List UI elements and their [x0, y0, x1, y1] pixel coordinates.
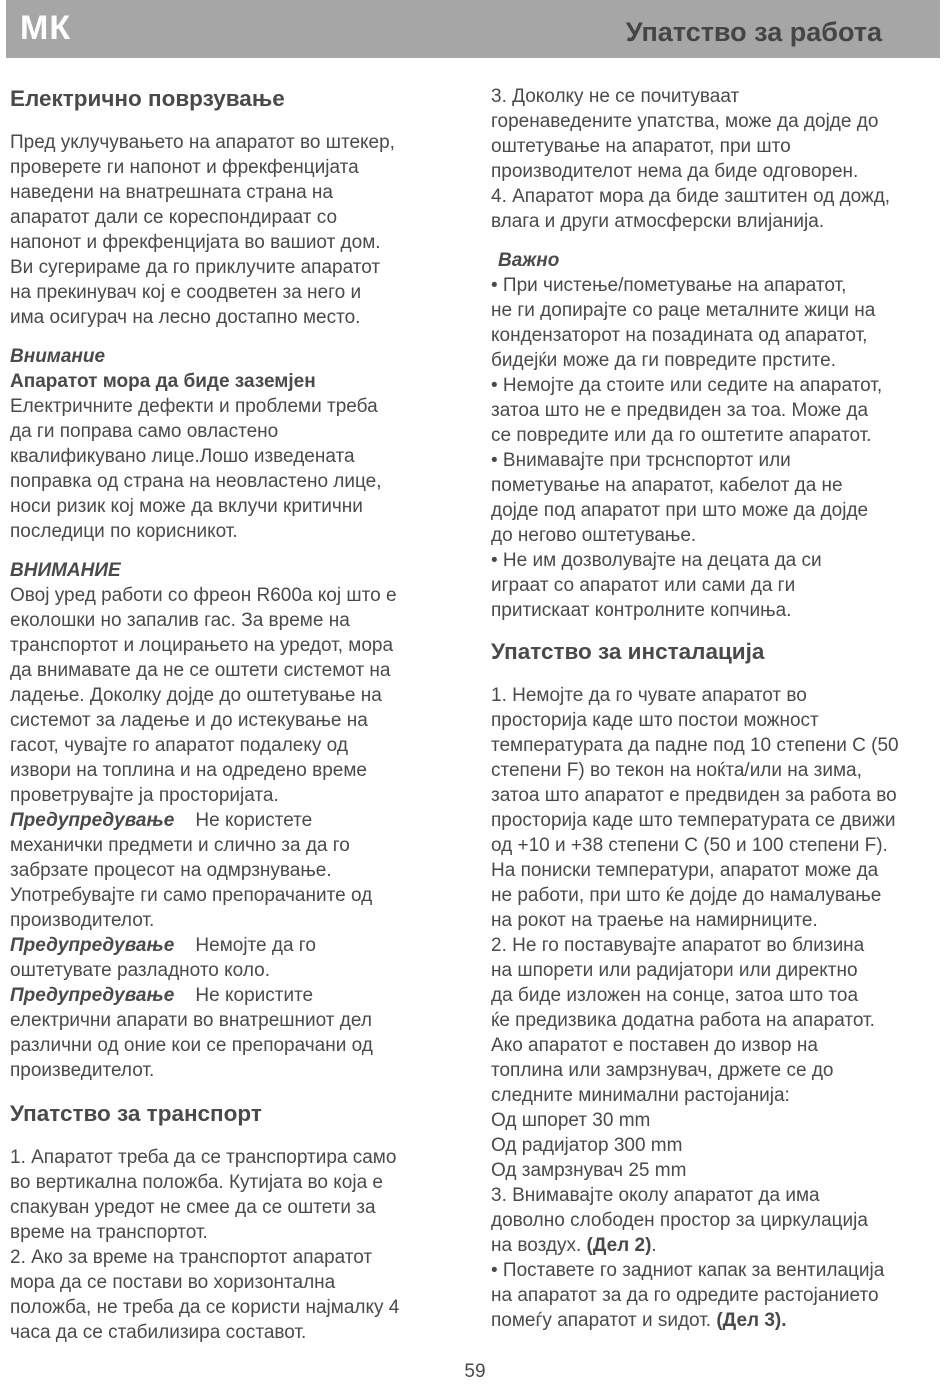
text-line: • Внимавајте при трснспортот или — [491, 450, 791, 471]
part-2-ref: (Дел 2) — [586, 1235, 652, 1256]
text-line: бидејќи може да ги повредите прстите. — [491, 350, 837, 371]
text-line: ќе предизвика додатна работа на апаратот. — [491, 1010, 875, 1031]
text-line: Употребувајте ги само препорачаните од — [10, 885, 373, 906]
text-line: се повредите или да го оштетите апаратот. — [491, 425, 872, 446]
text-line: време на транспортот. — [10, 1222, 208, 1243]
text-line: Од радијатор 300 mm — [491, 1135, 683, 1156]
text-line: проветрувајте ја просторијата. — [10, 785, 279, 806]
text-line: квалификувано лице.Лошо изведената — [10, 446, 355, 467]
text-line: произведителот. — [10, 1060, 155, 1081]
text-line: не работи, при што ќе дојде до намалување — [491, 885, 882, 906]
warning-1-text — [10, 833, 465, 933]
text-line: влага и други атмосферски влијанија. — [491, 211, 825, 232]
warning-label: Предупредување — [10, 985, 175, 1006]
text-line: На пониски температури, апаратот може да — [491, 860, 879, 881]
important-list — [491, 273, 941, 623]
text-line: 1. Апаратот треба да се транспортира само — [10, 1147, 397, 1168]
text-line: дојде под апаратот при што може да дојде — [491, 500, 869, 521]
warning-2-text — [10, 958, 465, 983]
text-line: различни од оние кои се препорачани од — [10, 1035, 373, 1056]
text-line: проверете ги напонот и фрекфенцијата — [10, 157, 359, 178]
text-line: топлина или замрзнувач, држете се до — [491, 1060, 834, 1081]
ventilation-paragraph — [491, 1258, 941, 1308]
text-line: механички предмети и слично за да го — [10, 835, 350, 856]
text-line: системот за ладење и до истекување на — [10, 710, 368, 731]
text-line: не ги допирајте со раце металните жици на — [491, 300, 876, 321]
text-line: забрзате процесот на одмрзнување. — [10, 860, 332, 881]
text-line: има осигурач на лесно достапно место. — [10, 307, 361, 328]
text-line: Од шпорет 30 mm — [491, 1110, 651, 1131]
text-line: да ги поправа само овластено — [10, 421, 279, 442]
text-line: затоа што не е предвиден за тоа. Може да — [491, 400, 869, 421]
text-line: положба, не треба да се користи најмалку 4 — [10, 1297, 400, 1318]
transport-paragraph — [10, 1145, 465, 1345]
text-line: доволно слободен простор за циркулација — [491, 1210, 868, 1231]
text-line: гасот, чувајте го апаратот подалеку од — [10, 735, 348, 756]
right-column — [491, 84, 941, 1333]
attention-caps-label: ВНИМАНИЕ — [10, 560, 121, 581]
text-line: спакуван уредот не смее да се оштети за — [10, 1197, 376, 1218]
text-line: извори на топлина и на одредено време — [10, 760, 367, 781]
text-line: • Немојте да стоите или седите на апаратот, — [491, 375, 883, 396]
text-line: • При чистење/пометување на апаратот, — [491, 275, 847, 296]
text-line: затоа што апаратот е предвиден за работа во — [491, 785, 897, 806]
warning-label: Предупредување — [10, 935, 175, 956]
text-line: 2. Не го поставувајте апаратот во близина — [491, 935, 865, 956]
text-line: на рокот на траење на намирниците. — [491, 910, 818, 931]
repair-paragraph — [10, 394, 465, 544]
text-line: од +10 и +38 степени C (50 и 100 степени F). — [491, 835, 888, 856]
electrical-paragraph — [10, 130, 465, 330]
text-line: Пред уклучувањето на апаратот во штекер, — [10, 132, 395, 153]
text-line: 4. Апаратот мора да биде заштитен од дожд, — [491, 186, 891, 207]
text-line: просторија каде што постои можност — [491, 710, 819, 731]
important-label: Важно — [498, 250, 560, 271]
air-line: на воздух. (Дел 2). — [491, 1235, 657, 1256]
page-header — [6, 0, 940, 58]
text-line: апаратот дали се кореспондираат со — [10, 207, 338, 228]
warning-3-text — [10, 1008, 465, 1083]
left-column — [10, 84, 465, 1345]
text-line: Електричните дефекти и проблеми треба — [10, 396, 378, 417]
language-code: МК — [20, 9, 72, 47]
text-line: еколошки но запалив гас. За време на — [10, 610, 350, 631]
text-line: пометување на апаратот, кабелот да не — [491, 475, 843, 496]
section-title-electrical: Електрично поврзување — [10, 86, 285, 111]
text-line: последици по корисникот. — [10, 521, 238, 542]
text-line: Ако апаратот е поставен до извор на — [491, 1035, 818, 1056]
freon-paragraph — [10, 583, 465, 808]
warning-label: Предупредување — [10, 810, 175, 831]
text-line: на шпорети или радијатори или директно — [491, 960, 858, 981]
transport-continued — [491, 84, 941, 234]
section-title-installation: Упатство за инсталација — [491, 639, 765, 664]
attention-label: Внимание — [10, 346, 106, 367]
warning-1: Предупредување Не користете — [10, 810, 313, 831]
text-line: да внимавате да не се оштети системот на — [10, 660, 391, 681]
text-line: 3. Внимавајте околу апаратот да има — [491, 1185, 820, 1206]
text-line: до негово оштетување. — [491, 525, 697, 546]
text-line: • Не им дозволувајте на децата да си — [491, 550, 822, 571]
part-3-ref: (Дел 3). — [716, 1310, 787, 1331]
text-line: носи ризик кој може да вклучи критични — [10, 496, 363, 517]
text-line: Овој уред работи со фреон R600a кој што е — [10, 585, 397, 606]
text-line: транспортот и лоцирањето на уредот, мора — [10, 635, 394, 656]
wall-line: помеѓу апаратот и sидот. (Дел 3). — [491, 1310, 787, 1331]
text-line: 2. Ако за време на транспортот апаратот — [10, 1247, 373, 1268]
text-line: Ви сугерираме да го приклучите апаратот — [10, 257, 381, 278]
header-title: Упатство за работа — [625, 17, 882, 47]
text-line: 1. Немојте да го чувате апаратот во — [491, 685, 807, 706]
text-line: производителот. — [10, 910, 155, 931]
text-line: производителот нема да биде одговорен. — [491, 161, 859, 182]
text-line: напонот и фрекфенцијата во вашиот дом. — [10, 232, 381, 253]
text-line: играат со апаратот или сами да ги — [491, 575, 796, 596]
text-line: да биде изложен на сонце, затоа што тоа — [491, 985, 859, 1006]
text-line: во вертикална положба. Кутијата во која е — [10, 1172, 383, 1193]
warning-2: Предупредување Немојте да го — [10, 935, 316, 956]
text-line: на прекинувач кој е соодветен за него и — [10, 282, 362, 303]
page-number: 59 — [464, 1361, 486, 1382]
text-line: електрични апарати во внатрешниот дел — [10, 1010, 372, 1031]
text-line: на апаратот за да го одредите растојанието — [491, 1285, 879, 1306]
text-line: поправка од страна на неовластено лице, — [10, 471, 382, 492]
text-line: притискаат контролните копчиња. — [491, 600, 792, 621]
text-line: горенаведените упатства, може да дојде до — [491, 111, 879, 132]
text-line: • Поставете го задниот капак за вентилација — [491, 1260, 885, 1281]
text-line: температурата да падне под 10 степени C (50 — [491, 735, 899, 756]
text-line: часа да се стабилизира составот. — [10, 1322, 307, 1343]
text-line: наведени на внатрешната страна на — [10, 182, 333, 203]
installation-paragraph — [491, 683, 941, 1233]
section-title-transport: Упатство за транспорт — [10, 1101, 262, 1126]
text-line: оштетување на апаратот, при што — [491, 136, 791, 157]
text-line: Од замрзнувач 25 mm — [491, 1160, 687, 1181]
text-line: степени F) во текон на ноќта/или на зима, — [491, 760, 862, 781]
text-line: 3. Доколку не се почитуваат — [491, 86, 740, 107]
text-line: кондензаторот на позадината од апаратот, — [491, 325, 868, 346]
text-line: следните минимални растојанија: — [491, 1085, 790, 1106]
warning-3: Предупредување Не користите — [10, 985, 314, 1006]
text-line: оштетувате разладното коло. — [10, 960, 270, 981]
grounded-heading: Апаратот мора да биде заземјен — [10, 371, 316, 392]
text-line: мора да се постави во хоризонтална — [10, 1272, 336, 1293]
text-line: просторија каде што температурата се движи — [491, 810, 896, 831]
text-line: ладење. Доколку дојде до оштетување на — [10, 685, 382, 706]
